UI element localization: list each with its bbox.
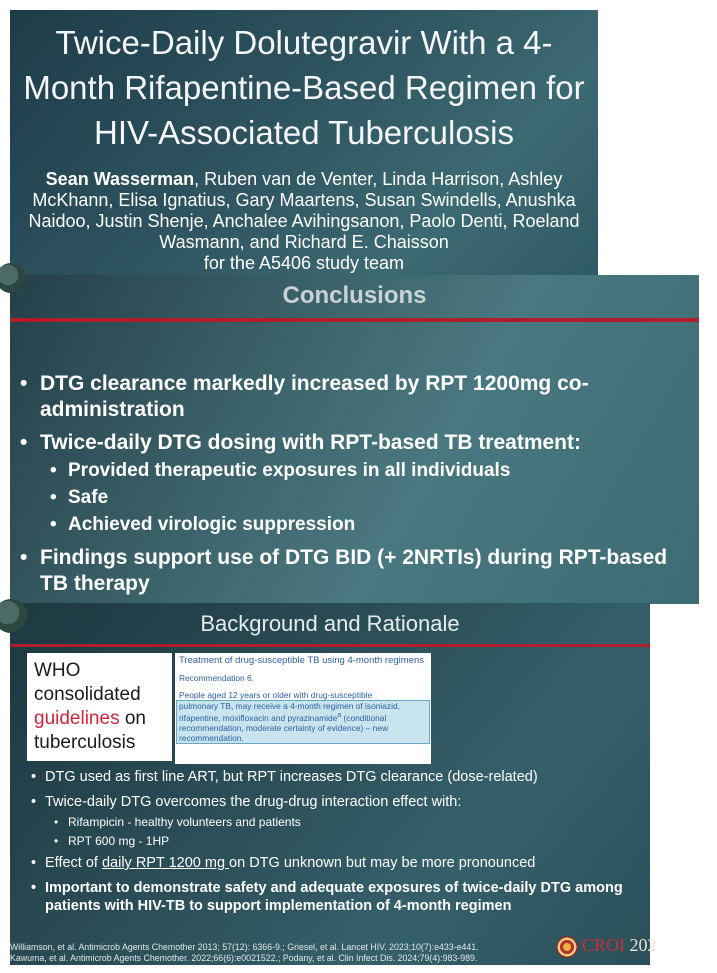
background-sub-bullet-text: Rifampicin - healthy volunteers and patients [68,815,301,829]
recommendation-highlight [176,700,430,744]
background-bullet-text: DTG used as first line ART, but RPT increases DTG clearance (dose-related) [45,769,538,785]
who-line: tuberculosis [34,732,136,753]
conclusion-sub-bullet-text: Provided therapeutic exposures in all individuals [68,460,511,481]
conclusion-bullet-text: DTG clearance markedly increased by RPT 1200mg co-administration [40,372,589,421]
bullet-icon: • [50,460,57,481]
background-heading: Background and Rationale [200,611,460,636]
bullet-icon: • [31,880,37,896]
conclusion-bullet-text: Findings support use of DTG BID (+ 2NRTIs) during RPT-based TB therapy [40,546,668,595]
who-guidelines-logo [27,653,172,761]
conclusions-panel [10,275,699,604]
co-authors: , Ruben van de Venter, Linda Harrison, Ashley McKhann, Elisa Ignatius, Gary Maartens, Susan Swindells, Anushka Naidoo, Justin Shenje, Anchalee Avihingsanon, Paolo Denti, Roeland Wasmann, and Richard E. Chaisson [28,169,580,252]
bullet-text-part: Effect of [45,855,102,871]
bullet-icon: • [54,815,59,829]
background-bullet-text: Important to demonstrate safety and adequate exposures of twice-daily DTG among patients with HIV-TB to support implementation of 4-month regimen [45,880,623,914]
bullet-icon: • [20,546,28,569]
bullet-icon: • [20,431,28,454]
croi-wordmark [582,935,657,956]
heading-divider [10,644,650,647]
background-sub-bullet-text: RPT 600 mg - 1HP [68,834,170,848]
underlined-dose: daily RPT 1200 mg [101,855,230,871]
bullet-icon: • [31,855,37,871]
conclusion-sub-bullet-text: Safe [68,487,109,508]
bullet-icon: • [31,794,37,810]
who-line: WHO [34,660,81,681]
bullet-icon: • [54,834,59,848]
reference-line: Kawuma, et al. Antimicrob Agents Chemother. 2022;66(6):e0021522.; Podany, et al. Clin Infect Dis. 2024;79(4):983-989. [10,953,478,963]
bullet-icon: • [50,487,57,508]
presentation-title: Twice-Daily Dolutegravir With a 4-Month Rifapentine-Based Regimen for HIV-Associated Tuberculosis [23,24,585,151]
bullet-icon: • [50,514,57,535]
reference-line: Williamson, et al. Antimicrob Agents Chemother 2013; 57(12): 6366-9.; Griesel, et al. Lancet HIV. 2023;10(7):e433-e441. [10,942,479,952]
author-list [10,169,598,274]
references [10,942,570,964]
study-team: for the A5406 study team [203,253,405,273]
background-bullet-text: Twice-daily DTG overcomes the drug-drug interaction effect with: [45,794,462,810]
who-recommendation-excerpt [175,653,431,764]
who-line [34,707,172,731]
heading-divider [10,318,699,322]
conclusions-heading: Conclusions [282,282,427,309]
conclusion-sub-bullet-text: Achieved virologic suppression [68,514,356,535]
recommendation-tail: (conditional recommendation, moderate certainty of evidence) – new recommendation. [179,712,389,743]
croi-emblem-icon [556,936,578,958]
background-panel [10,603,657,965]
bullet-icon: • [31,769,37,785]
who-line-rest: on [119,708,146,729]
title-panel [10,10,598,276]
background-bullet-text [45,854,645,872]
recommendation-footnote-mark: a [337,712,342,719]
conclusion-bullet-text: Twice-daily DTG dosing with RPT-based TB treatment: [40,431,581,454]
recommendation-text: People aged 12 years or older with drug-susceptible [179,690,373,700]
recommendation-highlight-text: pulmonary TB, may receive a 4-month regimen of isoniazid, rifapentine, moxifloxacin and pyrazinamide [179,701,400,723]
who-guidelines-word: guidelines [34,708,120,729]
croi-wordmark-year: 202 [625,935,657,955]
croi-wordmark-red: CROI [582,935,626,955]
bullet-text-part: on DTG unknown but may be more pronounced [229,855,536,871]
croi-logo [556,934,656,962]
recommendation-title: Treatment of drug-susceptible TB using 4-month regimens [179,655,425,666]
lead-author: Sean Wasserman [45,169,195,189]
recommendation-number: Recommendation 6. [179,673,254,683]
bullet-icon: • [20,372,28,395]
who-line: consolidated [34,684,141,705]
